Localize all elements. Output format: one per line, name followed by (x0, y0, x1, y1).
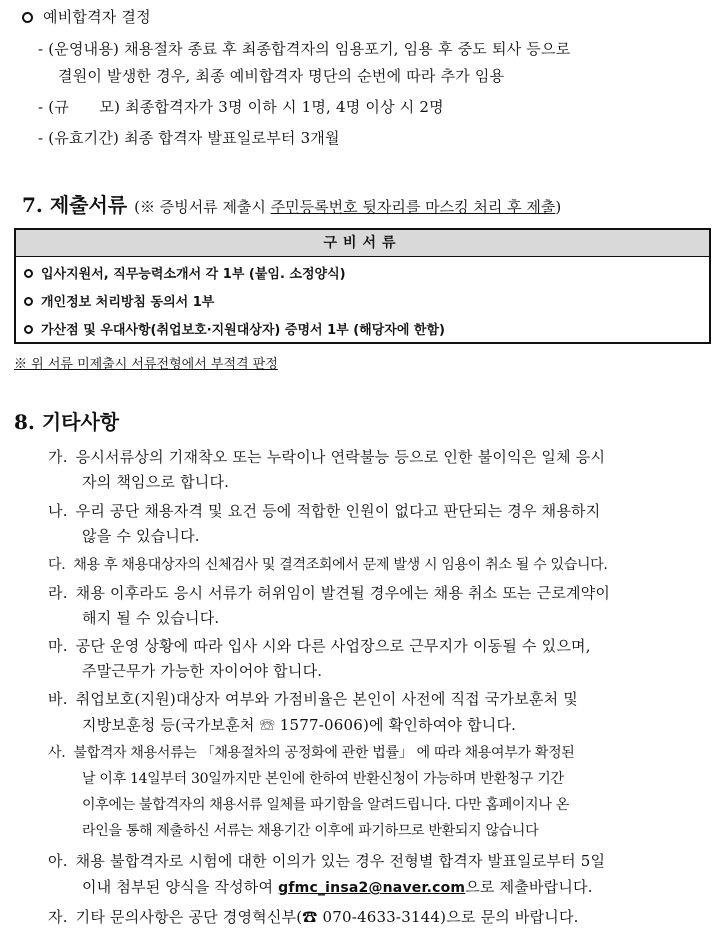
document-row-1: 입사지원서, 직무능력소개서 각 1부 (붙임. 소정양식) (24, 263, 346, 282)
table-header: 구비서류 (16, 230, 709, 257)
document-row-3: 가산점 및 우대사항(취업보호·지원대상자) 증명서 1부 (해당자에 한함) (24, 319, 445, 338)
item-ga: 가. 응시서류상의 기재착오 또는 누락이나 연락불능 등으로 인한 불이익은 일체 응시 (48, 448, 606, 466)
item-ma-cont: 주말근무가 가능한 자이어야 합니다. (82, 662, 323, 680)
section-6-heading: 예비합격자 결정 (22, 6, 151, 27)
item-ma: 마. 공단 운영 상황에 따라 입사 시와 다른 사업장으로 근무지가 이동될 수 있으며, (48, 637, 591, 655)
contact-email-link[interactable]: gfmc_insa2@naver.com (278, 880, 466, 896)
item-a: 아. 채용 불합격자로 시험에 대한 이의가 있는 경우 전형별 합격자 발표일로부터 5일 (48, 852, 606, 870)
bullet-icon (24, 297, 33, 306)
section-7-heading: 7. 제출서류 (※ 증빙서류 제출시 주민등록번호 뒷자리를 마스킹 처리 후 제출) (22, 193, 562, 217)
document-row-2: 개인정보 처리방침 동의서 1부 (24, 291, 214, 310)
required-documents-table (14, 228, 711, 344)
item-da: 다. 채용 후 채용대상자의 신체검사 및 결격조회에서 문제 발생 시 임용이 취소 될 수 있습니다. (48, 557, 608, 573)
item-sa-cont-1: 날 이후 14일부터 30일까지만 본인에 한하여 반환신청이 가능하며 반환청구 기간 (82, 771, 564, 787)
item-na-cont: 않을 수 있습니다. (82, 527, 200, 545)
item-a-cont: 이내 첨부된 양식을 작성하여 gfmc_insa2@naver.com으로 제출바랍니다. (82, 878, 593, 896)
item-sa-cont-3: 라인을 통해 제출하신 서류는 채용기간 이후에 파기하므로 반환되지 않습니다 (82, 823, 539, 839)
item-sa-cont-2: 이후에는 불합격자의 채용서류 일체를 파기함을 알려드립니다. 다만 홈페이지나 온 (82, 797, 569, 813)
item-ra: 라. 채용 이후라도 응시 서류가 허위임이 발견될 경우에는 채용 취소 또는 근로계약이 (48, 584, 611, 602)
bullet-icon (24, 325, 33, 334)
section-6-item-1-cont: 결원이 발생한 경우, 최종 예비합격자 명단의 순번에 따라 추가 임용 (58, 67, 505, 85)
item-ga-cont: 자의 책임으로 합니다. (82, 473, 230, 491)
section-6-item-2: - (규 모) 최종합격자가 3명 이하 시 1명, 4명 이상 시 2명 (38, 98, 444, 116)
bullet-icon (24, 269, 33, 278)
circle-bullet-icon (22, 12, 33, 23)
item-ba: 바. 취업보호(지원)대상자 여부와 가점비율은 본인이 사전에 직접 국가보훈처 및 (48, 690, 578, 708)
section-6-item-3: - (유효기간) 최종 합격자 발표일로부터 3개월 (38, 129, 340, 147)
masking-note: (※ 증빙서류 제출시 주민등록번호 뒷자리를 마스킹 처리 후 제출) (134, 198, 562, 216)
section-6-item-1: - (운영내용) 채용절차 종료 후 최종합격자의 임용포기, 임용 후 중도 퇴사 등으로 (38, 40, 571, 58)
documents-footnote: ※ 위 서류 미제출시 서류전형에서 부적격 판정 (14, 357, 278, 372)
item-ja: 자. 기타 문의사항은 공단 경영혁신부(☎ 070-4633-3144)으로 문의 바랍니다. (48, 908, 579, 926)
section-8-heading: 8. 기타사항 (14, 410, 120, 434)
item-sa: 사. 불합격자 채용서류는 「채용절차의 공정화에 관한 법률」 에 따라 채용여부가 확정된 (48, 745, 575, 761)
item-ra-cont: 해지 될 수 있습니다. (82, 609, 220, 627)
item-ba-cont: 지방보훈청 등(국가보훈처 ☏ 1577-0606)에 확인하여야 합니다. (82, 716, 517, 734)
item-na: 나. 우리 공단 채용자격 및 요건 등에 적합한 인원이 없다고 판단되는 경우 채용하지 (48, 502, 601, 520)
